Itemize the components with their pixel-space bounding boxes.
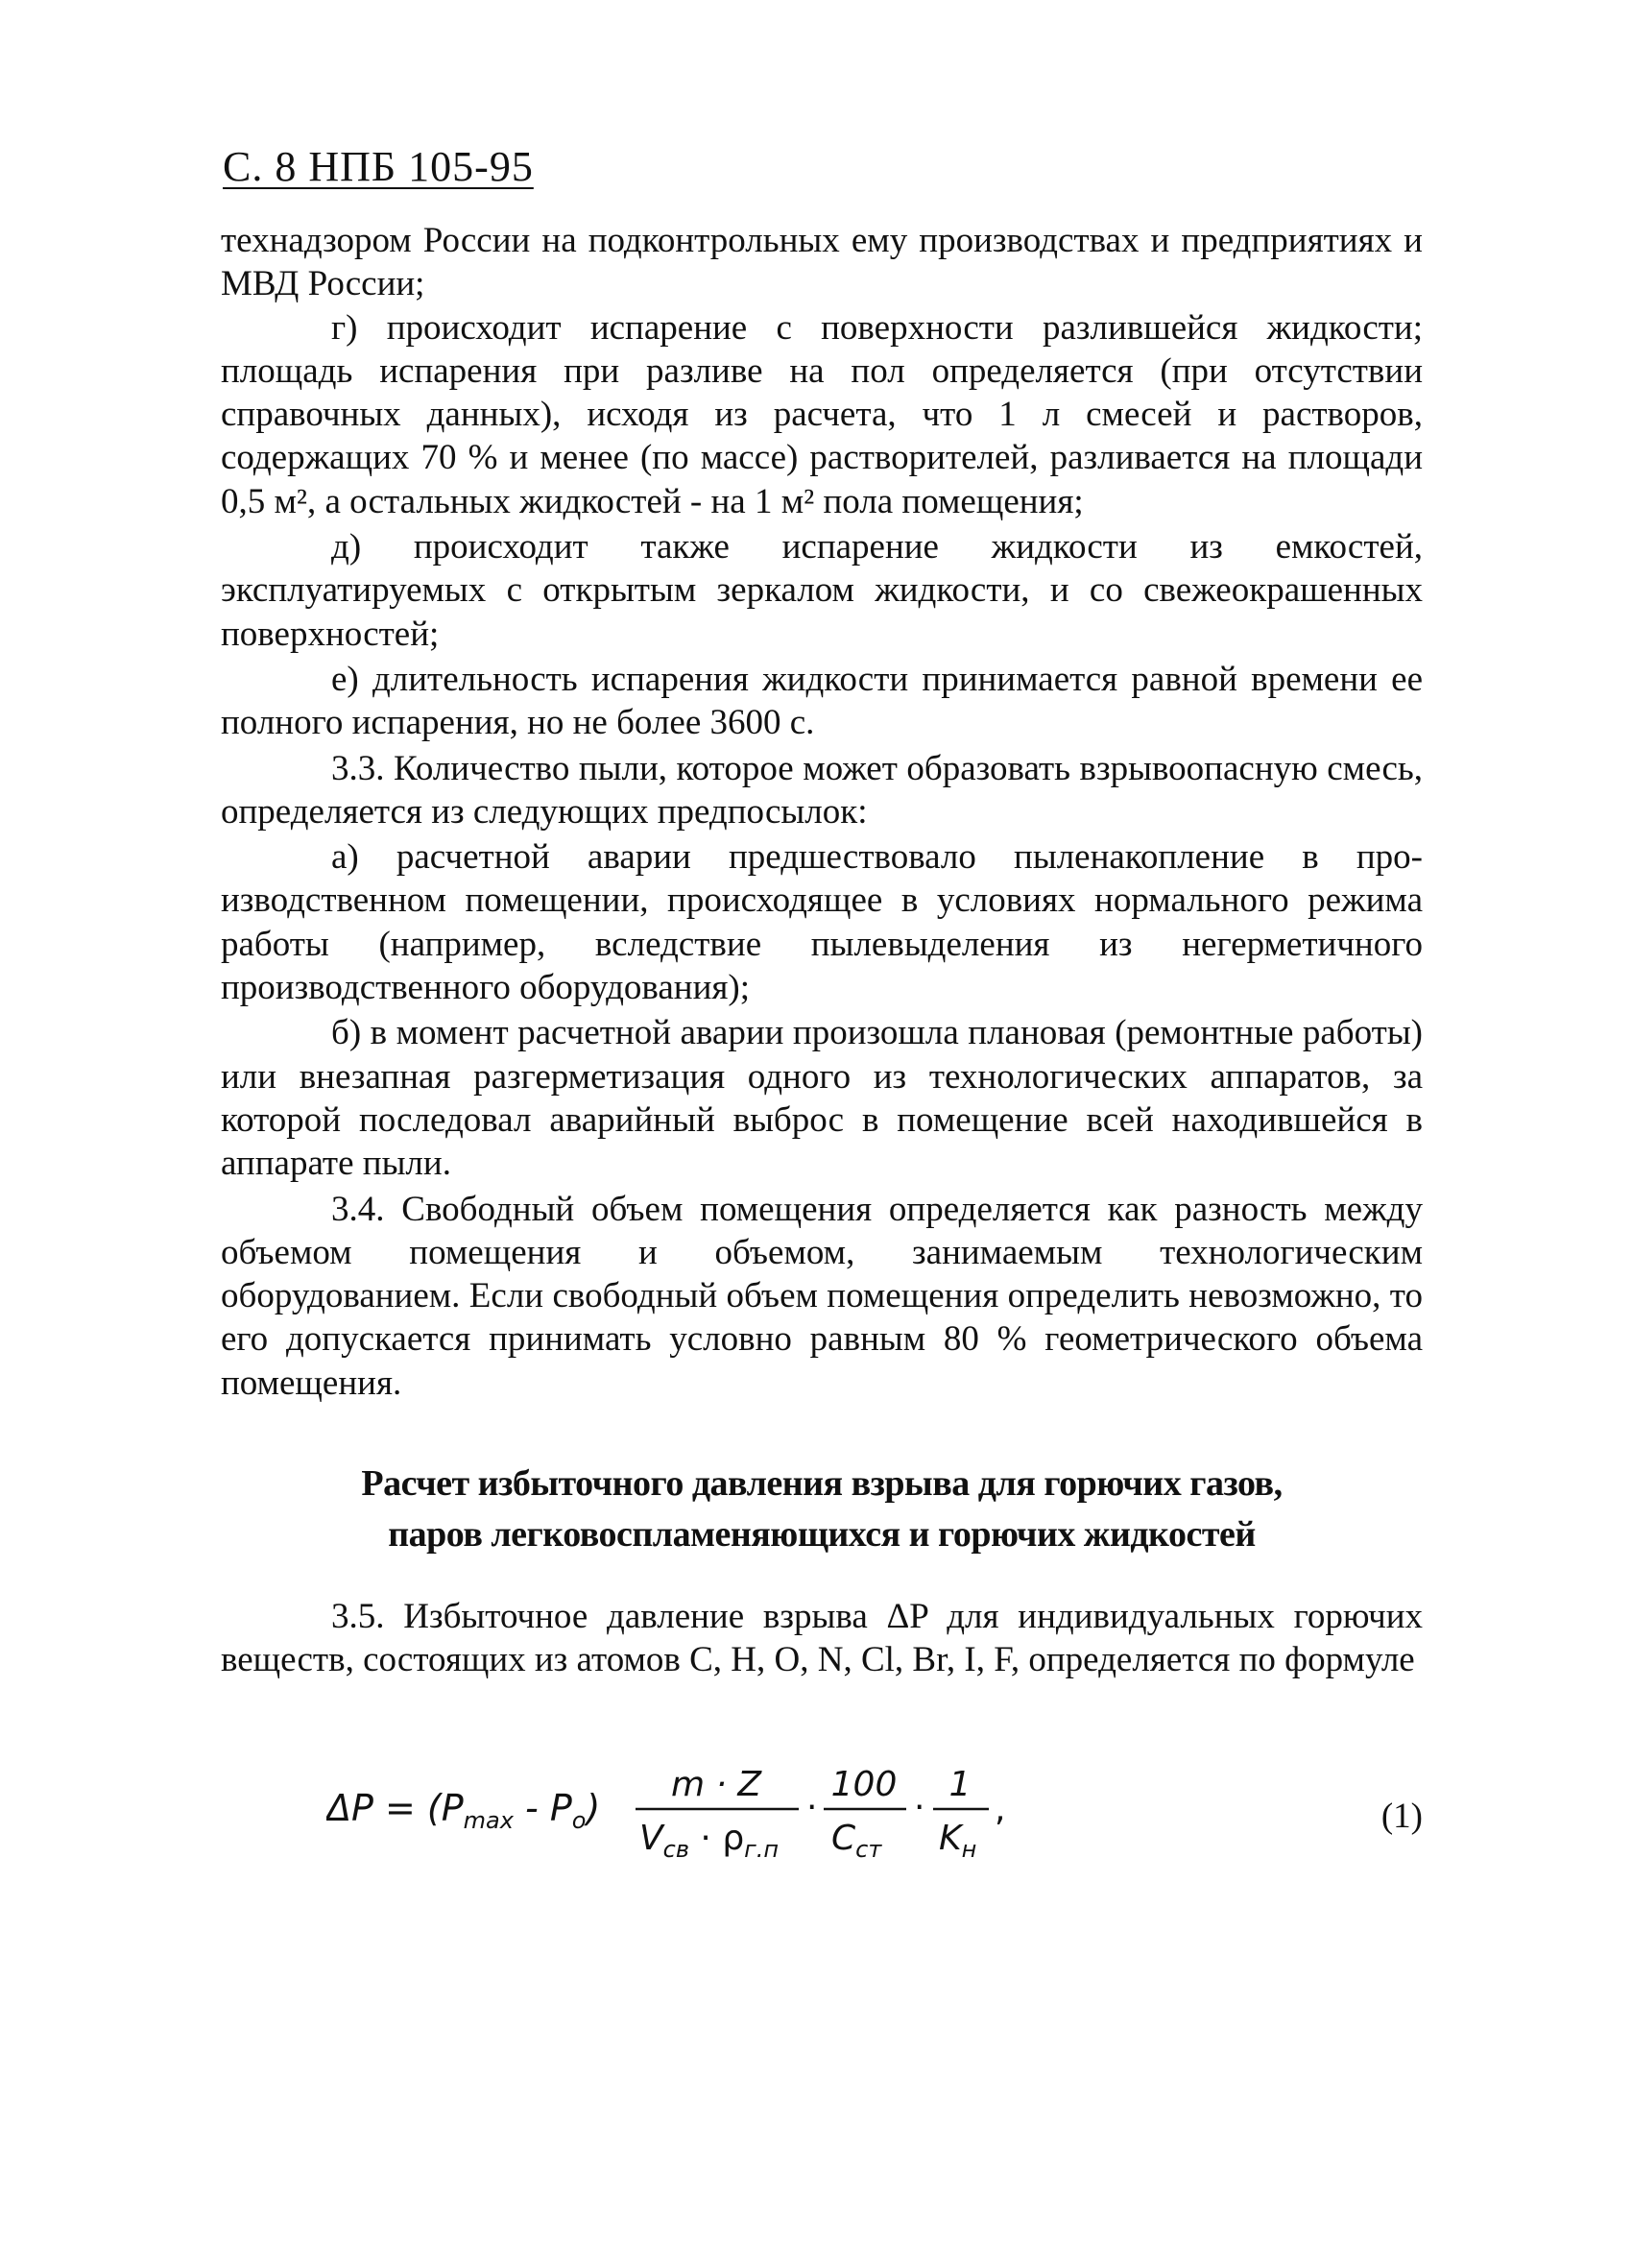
page-header: С. 8 НПБ 105-95 — [223, 143, 534, 190]
fraction-3-numerator: 1 — [948, 1765, 972, 1804]
list-item-d: д) происходит также испарение жидкости из емкостей, эксплуатируемых с открытым зеркалом жидкости, и со свежеокрашенных поверхностей; — [221, 527, 1423, 654]
paragraph-continuation: технадзором России на подконтрольных ему производствах и предприятиях и МВД России; — [221, 221, 1423, 304]
formula-pmax-sub: max — [463, 1807, 514, 1834]
formula-po-sub: o — [571, 1807, 587, 1834]
formula-1 — [326, 1759, 1248, 1865]
list-item-b: б) в момент расчетной аварии произошла плановая (ремонтные работы) или внезапная разгерметизация одного из технологических аппаратов, за которой последовал аварийный выброс в помещение всей находившейся в аппарате пыли. — [221, 1013, 1423, 1184]
fraction-1-den-v: V — [639, 1819, 663, 1858]
fraction-3-den-k-sub: н — [961, 1836, 977, 1863]
svg-text:ΔP = (Pmax - Po) — [326, 1787, 600, 1834]
formula-minus-po: - P — [513, 1787, 572, 1829]
formula-dot-2: · — [914, 1788, 925, 1827]
fraction-1-den-rho-sub: г.п — [744, 1836, 780, 1863]
fraction-1-numerator: m · Z — [670, 1765, 762, 1804]
fraction-2-den-c: C — [831, 1819, 856, 1858]
fraction-1-den-rho: · ρ — [688, 1819, 745, 1858]
formula-comma: , — [995, 1790, 1006, 1829]
paragraph-3-3: 3.3. Количество пыли, которое может образовать взрывоопасную смесь, определяется из следующих предпосылок: — [221, 748, 1423, 832]
section-heading — [221, 1459, 1423, 1560]
formula-dot-1: · — [806, 1788, 818, 1827]
paragraph-3-5: 3.5. Избыточное давление взрыва ΔP для индивидуальных горючих веществ, состоящих из атомов C, H, O, N, Cl, Br, I, F, определяется по формуле — [221, 1597, 1423, 1680]
svg-text:Kн — [939, 1819, 976, 1863]
svg-text:Vсв · ρг.п — [639, 1819, 779, 1863]
list-item-e: е) длительность испарения жидкости принимается равной времени ее полного испарения, но не более 3600 с. — [221, 659, 1423, 743]
formula-close-paren: ) — [586, 1787, 601, 1829]
document-body — [221, 219, 1423, 1682]
section-heading-line-2: паров легковоспламеняющихся и горючих жидкостей — [388, 1514, 1256, 1556]
fraction-3-den-k: K — [939, 1819, 962, 1858]
section-heading-line-1: Расчет избыточного давления взрыва для горючих газов, — [361, 1463, 1283, 1505]
formula-number: (1) — [1380, 1797, 1423, 1836]
paragraph-3-4: 3.4. Свободный объем помещения определяется как разность между объемом помещения и объемом, занимаемым технологическим оборудованием. Если свободный объем помещения определить невозможно, то его допускается принимать условно равным 80 % геометрического объема помещения. — [221, 1189, 1423, 1403]
list-item-g: г) происходит испарение с поверхности разлившейся жидкости; площадь испарения при разливе на пол определяется (при отсутствии справочных данных), исходя из расчета, что 1 л смесей и растворов, содержащих 70 % и менее (по массе) растворителей, разливается на площади 0,5 м², а остальных жидкостей - на 1 м² пола помещения; — [221, 307, 1423, 521]
fraction-1-den-v-sub: св — [662, 1836, 689, 1863]
formula-row — [221, 1759, 1423, 1865]
list-item-a: а) расчетной аварии предшествовало пыленакопление в производственном помещении, происходящее в условиях нормального режима работы (например, вследствие пылевыделения из негерметичного производственного оборудования); — [221, 837, 1423, 1008]
fraction-2-den-c-sub: ст — [855, 1836, 882, 1863]
formula-lhs: ΔP = (P — [326, 1787, 464, 1829]
fraction-2-numerator: 100 — [830, 1765, 898, 1804]
svg-text:Cст — [831, 1819, 882, 1863]
